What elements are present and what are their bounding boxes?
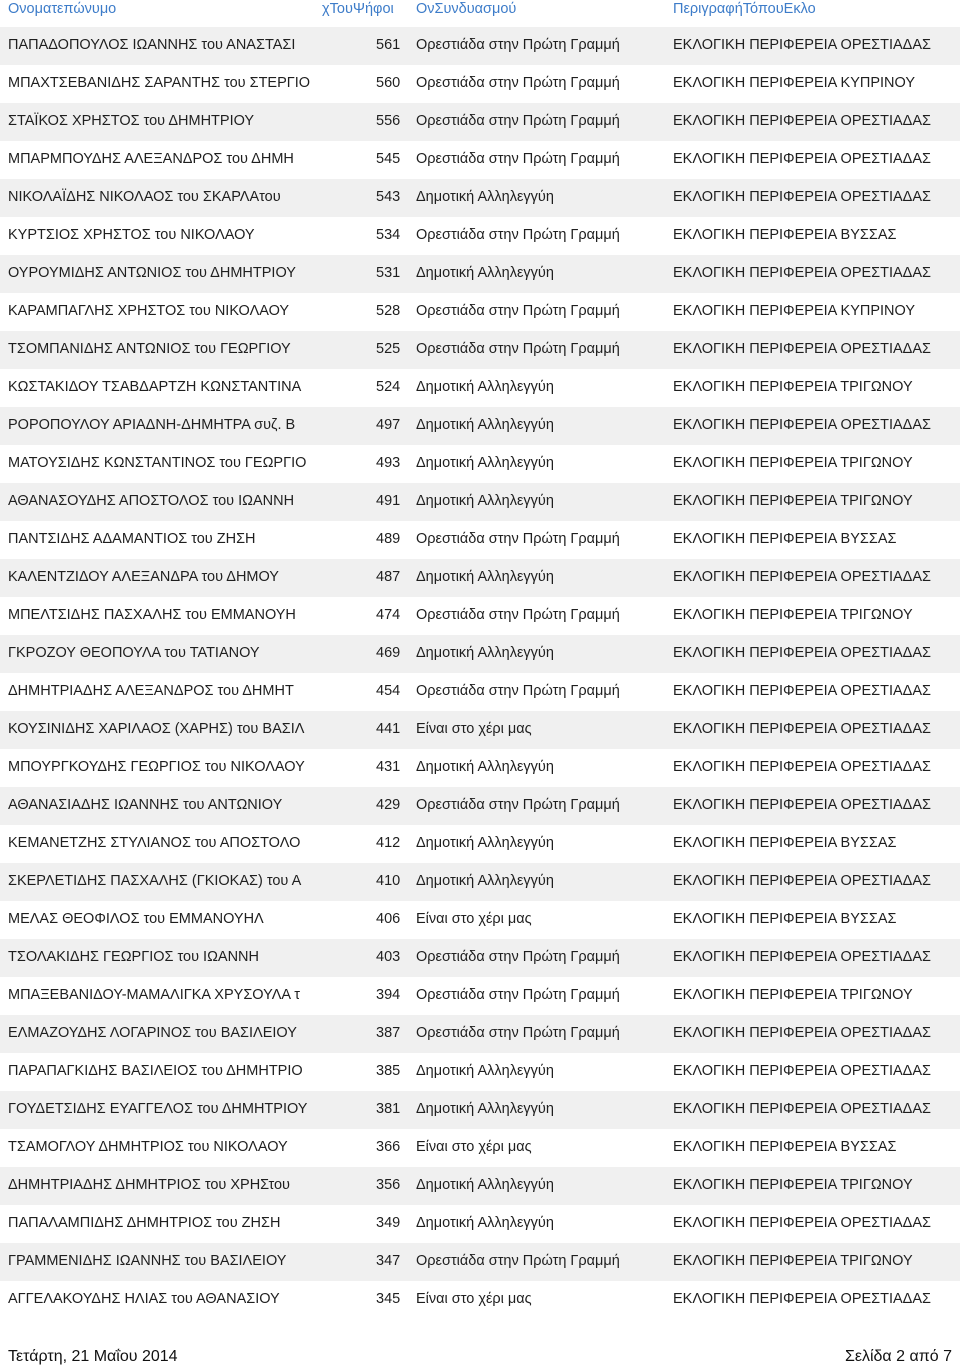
table-row bbox=[0, 711, 960, 749]
vote-count: 489 bbox=[376, 531, 401, 547]
candidate-name: ΚΩΣΤΑΚΙΔΟΥ ΤΣΑΒΔΑΡΤΖΗ ΚΩΝΣΤΑΝΤΙΝΑ bbox=[8, 379, 302, 395]
footer-date: Τετάρτη, 21 Μαΐου 2014 bbox=[8, 1348, 178, 1365]
candidate-name: ΠΑΡΑΠΑΓΚΙΔΗΣ ΒΑΣΙΛΕΙΟΣ του ΔΗΜΗΤΡΙΟ bbox=[8, 1063, 303, 1079]
electoral-district: ΕΚΛΟΓΙΚΗ ΠΕΡΙΦΕΡΕΙΑ ΟΡΕΣΤΙΑΔΑΣ bbox=[673, 721, 932, 737]
header-name: Ονοματεπώνυμο bbox=[8, 1, 117, 17]
electoral-district: ΕΚΛΟΓΙΚΗ ΠΕΡΙΦΕΡΕΙΑ ΟΡΕΣΤΙΑΔΑΣ bbox=[673, 1025, 932, 1041]
candidate-name: ΚΕΜΑΝΕΤΖΗΣ ΣΤΥΛΙΑΝΟΣ του ΑΠΟΣΤΟΛΟ bbox=[8, 835, 301, 851]
combination-name: Ορεστιάδα στην Πρώτη Γραμμή bbox=[416, 37, 620, 53]
vote-count: 410 bbox=[376, 873, 401, 889]
electoral-district: ΕΚΛΟΓΙΚΗ ΠΕΡΙΦΕΡΕΙΑ ΟΡΕΣΤΙΑΔΑΣ bbox=[673, 759, 932, 775]
table-row bbox=[0, 179, 960, 217]
vote-count: 403 bbox=[376, 949, 401, 965]
combination-name: Ορεστιάδα στην Πρώτη Γραμμή bbox=[416, 75, 620, 91]
combination-name: Δημοτική Αλληλεγγύη bbox=[416, 1215, 554, 1231]
combination-name: Ορεστιάδα στην Πρώτη Γραμμή bbox=[416, 113, 620, 129]
candidate-name: ΑΘΑΝΑΣΟΥΔΗΣ ΑΠΟΣΤΟΛΟΣ του ΙΩΑΝΝΗ bbox=[8, 493, 295, 509]
combination-name: Ορεστιάδα στην Πρώτη Γραμμή bbox=[416, 341, 620, 357]
electoral-district: ΕΚΛΟΓΙΚΗ ΠΕΡΙΦΕΡΕΙΑ ΚΥΠΡΙΝΟΥ bbox=[673, 303, 916, 319]
vote-count: 381 bbox=[376, 1101, 401, 1117]
vote-count: 366 bbox=[376, 1139, 401, 1155]
combination-name: Είναι στο χέρι μας bbox=[416, 911, 532, 927]
vote-count: 406 bbox=[376, 911, 401, 927]
vote-count: 412 bbox=[376, 835, 401, 851]
candidate-name: ΣΤΑΪΚΟΣ ΧΡΗΣΤΟΣ του ΔΗΜΗΤΡΙΟΥ bbox=[8, 113, 255, 129]
combination-name: Ορεστιάδα στην Πρώτη Γραμμή bbox=[416, 303, 620, 319]
vote-count: 491 bbox=[376, 493, 401, 509]
electoral-district: ΕΚΛΟΓΙΚΗ ΠΕΡΙΦΕΡΕΙΑ ΟΡΕΣΤΙΑΔΑΣ bbox=[673, 341, 932, 357]
combination-name: Ορεστιάδα στην Πρώτη Γραμμή bbox=[416, 607, 620, 623]
table-row bbox=[0, 103, 960, 141]
electoral-district: ΕΚΛΟΓΙΚΗ ΠΕΡΙΦΕΡΕΙΑ ΟΡΕΣΤΙΑΔΑΣ bbox=[673, 417, 932, 433]
footer-page-number: Σελίδα 2 από 7 bbox=[844, 1348, 952, 1365]
header-combination: ΟνΣυνδυασμού bbox=[416, 1, 517, 17]
candidate-name: ΤΣΑΜΟΓΛΟΥ ΔΗΜΗΤΡΙΟΣ του ΝΙΚΟΛΑΟΥ bbox=[8, 1139, 288, 1155]
candidate-name: ΓΡΑΜΜΕΝΙΔΗΣ ΙΩΑΝΝΗΣ του ΒΑΣΙΛΕΙΟΥ bbox=[8, 1253, 287, 1269]
electoral-district: ΕΚΛΟΓΙΚΗ ΠΕΡΙΦΕΡΕΙΑ ΤΡΙΓΩΝΟΥ bbox=[673, 1253, 913, 1269]
candidate-name: ΜΕΛΑΣ ΘΕΟΦΙΛΟΣ του ΕΜΜΑΝΟΥΗΛ bbox=[8, 911, 264, 927]
vote-count: 545 bbox=[376, 151, 401, 167]
table-row bbox=[0, 521, 960, 559]
combination-name: Δημοτική Αλληλεγγύη bbox=[416, 873, 554, 889]
vote-count: 441 bbox=[376, 721, 401, 737]
combination-name: Ορεστιάδα στην Πρώτη Γραμμή bbox=[416, 227, 620, 243]
candidate-name: ΜΠΑΧΤΣΕΒΑΝΙΔΗΣ ΣΑΡΑΝΤΗΣ του ΣΤΕΡΓΙΟ bbox=[8, 75, 311, 91]
electoral-district: ΕΚΛΟΓΙΚΗ ΠΕΡΙΦΕΡΕΙΑ ΤΡΙΓΩΝΟΥ bbox=[673, 493, 913, 509]
combination-name: Δημοτική Αλληλεγγύη bbox=[416, 417, 554, 433]
combination-name: Δημοτική Αλληλεγγύη bbox=[416, 645, 554, 661]
electoral-district: ΕΚΛΟΓΙΚΗ ΠΕΡΙΦΕΡΕΙΑ ΤΡΙΓΩΝΟΥ bbox=[673, 379, 913, 395]
table-row bbox=[0, 635, 960, 673]
electoral-district: ΕΚΛΟΓΙΚΗ ΠΕΡΙΦΕΡΕΙΑ ΒΥΣΣΑΣ bbox=[673, 835, 897, 851]
vote-count: 349 bbox=[376, 1215, 401, 1231]
vote-count: 493 bbox=[376, 455, 401, 471]
table-row bbox=[0, 1167, 960, 1205]
table-row bbox=[0, 787, 960, 825]
table-row bbox=[0, 1053, 960, 1091]
vote-count: 385 bbox=[376, 1063, 401, 1079]
table-row bbox=[0, 1091, 960, 1129]
table-row bbox=[0, 559, 960, 597]
page-footer bbox=[0, 1346, 960, 1368]
combination-name: Ορεστιάδα στην Πρώτη Γραμμή bbox=[416, 987, 620, 1003]
combination-name: Δημοτική Αλληλεγγύη bbox=[416, 1101, 554, 1117]
candidate-name: ΜΠΑΡΜΠΟΥΔΗΣ ΑΛΕΞΑΝΔΡΟΣ του ΔΗΜΗ bbox=[8, 151, 294, 167]
electoral-district: ΕΚΛΟΓΙΚΗ ΠΕΡΙΦΕΡΕΙΑ ΒΥΣΣΑΣ bbox=[673, 1139, 897, 1155]
table-row bbox=[0, 141, 960, 179]
combination-name: Δημοτική Αλληλεγγύη bbox=[416, 455, 554, 471]
table-row bbox=[0, 749, 960, 787]
table-row bbox=[0, 293, 960, 331]
table-row bbox=[0, 939, 960, 977]
electoral-district: ΕΚΛΟΓΙΚΗ ΠΕΡΙΦΕΡΕΙΑ ΟΡΕΣΤΙΑΔΑΣ bbox=[673, 113, 932, 129]
table-row bbox=[0, 407, 960, 445]
electoral-district: ΕΚΛΟΓΙΚΗ ΠΕΡΙΦΕΡΕΙΑ ΟΡΕΣΤΙΑΔΑΣ bbox=[673, 189, 932, 205]
table-row bbox=[0, 825, 960, 863]
combination-name: Δημοτική Αλληλεγγύη bbox=[416, 379, 554, 395]
combination-name: Δημοτική Αλληλεγγύη bbox=[416, 1177, 554, 1193]
combination-name: Ορεστιάδα στην Πρώτη Γραμμή bbox=[416, 949, 620, 965]
table-row bbox=[0, 1205, 960, 1243]
electoral-district: ΕΚΛΟΓΙΚΗ ΠΕΡΙΦΕΡΕΙΑ ΟΡΕΣΤΙΑΔΑΣ bbox=[673, 151, 932, 167]
combination-name: Είναι στο χέρι μας bbox=[416, 1291, 532, 1307]
table-row bbox=[0, 369, 960, 407]
candidate-name: ΕΛΜΑΖΟΥΔΗΣ ΛΟΓΑΡΙΝΟΣ του ΒΑΣΙΛΕΙΟΥ bbox=[8, 1025, 297, 1041]
vote-count: 497 bbox=[376, 417, 401, 433]
combination-name: Ορεστιάδα στην Πρώτη Γραμμή bbox=[416, 1025, 620, 1041]
table-row bbox=[0, 901, 960, 939]
table-row bbox=[0, 445, 960, 483]
electoral-district: ΕΚΛΟΓΙΚΗ ΠΕΡΙΦΕΡΕΙΑ ΒΥΣΣΑΣ bbox=[673, 531, 897, 547]
electoral-district: ΕΚΛΟΓΙΚΗ ΠΕΡΙΦΕΡΕΙΑ ΟΡΕΣΤΙΑΔΑΣ bbox=[673, 797, 932, 813]
table-row bbox=[0, 331, 960, 369]
combination-name: Δημοτική Αλληλεγγύη bbox=[416, 189, 554, 205]
electoral-district: ΕΚΛΟΓΙΚΗ ΠΕΡΙΦΕΡΕΙΑ ΟΡΕΣΤΙΑΔΑΣ bbox=[673, 873, 932, 889]
vote-count: 347 bbox=[376, 1253, 401, 1269]
electoral-district: ΕΚΛΟΓΙΚΗ ΠΕΡΙΦΕΡΕΙΑ ΤΡΙΓΩΝΟΥ bbox=[673, 987, 913, 1003]
candidate-name: ΠΑΝΤΣΙΔΗΣ ΑΔΑΜΑΝΤΙΟΣ του ΖΗΣΗ bbox=[8, 531, 256, 547]
vote-count: 534 bbox=[376, 227, 401, 243]
vote-count: 345 bbox=[376, 1291, 401, 1307]
electoral-district: ΕΚΛΟΓΙΚΗ ΠΕΡΙΦΕΡΕΙΑ ΟΡΕΣΤΙΑΔΑΣ bbox=[673, 949, 932, 965]
vote-count: 528 bbox=[376, 303, 401, 319]
header-votes: χΤουΨήφοι bbox=[322, 1, 394, 17]
combination-name: Δημοτική Αλληλεγγύη bbox=[416, 493, 554, 509]
candidate-name: ΡΟΡΟΠΟΥΛΟΥ ΑΡΙΑΔΝΗ-ΔΗΜΗΤΡΑ συζ. Β bbox=[8, 417, 296, 433]
combination-name: Δημοτική Αλληλεγγύη bbox=[416, 759, 554, 775]
candidate-name: ΜΑΤΟΥΣΙΔΗΣ ΚΩΝΣΤΑΝΤΙΝΟΣ του ΓΕΩΡΓΙΟ bbox=[8, 455, 307, 471]
vote-count: 531 bbox=[376, 265, 401, 281]
vote-count: 474 bbox=[376, 607, 401, 623]
table-row bbox=[0, 27, 960, 65]
candidate-name: ΜΠΟΥΡΓΚΟΥΔΗΣ ΓΕΩΡΓΙΟΣ του ΝΙΚΟΛΑΟΥ bbox=[8, 759, 305, 775]
table-row bbox=[0, 863, 960, 901]
results-table bbox=[0, 27, 960, 1319]
candidate-name: ΟΥΡΟΥΜΙΔΗΣ ΑΝΤΩΝΙΟΣ του ΔΗΜΗΤΡΙΟΥ bbox=[8, 265, 296, 281]
candidate-name: ΤΣΟΛΑΚΙΔΗΣ ΓΕΩΡΓΙΟΣ του ΙΩΑΝΝΗ bbox=[8, 949, 259, 965]
electoral-district: ΕΚΛΟΓΙΚΗ ΠΕΡΙΦΕΡΕΙΑ ΟΡΕΣΤΙΑΔΑΣ bbox=[673, 1063, 932, 1079]
table-row bbox=[0, 255, 960, 293]
candidate-name: ΑΘΑΝΑΣΙΑΔΗΣ ΙΩΑΝΝΗΣ του ΑΝΤΩΝΙΟΥ bbox=[8, 797, 283, 813]
electoral-district: ΕΚΛΟΓΙΚΗ ΠΕΡΙΦΕΡΕΙΑ ΟΡΕΣΤΙΑΔΑΣ bbox=[673, 37, 932, 53]
table-row bbox=[0, 217, 960, 255]
electoral-district: ΕΚΛΟΓΙΚΗ ΠΕΡΙΦΕΡΕΙΑ ΟΡΕΣΤΙΑΔΑΣ bbox=[673, 645, 932, 661]
combination-name: Ορεστιάδα στην Πρώτη Γραμμή bbox=[416, 151, 620, 167]
electoral-district: ΕΚΛΟΓΙΚΗ ΠΕΡΙΦΕΡΕΙΑ ΒΥΣΣΑΣ bbox=[673, 911, 897, 927]
vote-count: 429 bbox=[376, 797, 401, 813]
vote-count: 525 bbox=[376, 341, 401, 357]
candidate-name: ΝΙΚΟΛΑΪΔΗΣ ΝΙΚΟΛΑΟΣ του ΣΚΑΡΛΑτου bbox=[8, 189, 281, 205]
combination-name: Ορεστιάδα στην Πρώτη Γραμμή bbox=[416, 531, 620, 547]
electoral-district: ΕΚΛΟΓΙΚΗ ΠΕΡΙΦΕΡΕΙΑ ΤΡΙΓΩΝΟΥ bbox=[673, 1177, 913, 1193]
vote-count: 394 bbox=[376, 987, 401, 1003]
table-row bbox=[0, 673, 960, 711]
combination-name: Είναι στο χέρι μας bbox=[416, 721, 532, 737]
combination-name: Δημοτική Αλληλεγγύη bbox=[416, 835, 554, 851]
candidate-name: ΜΠΑΞΕΒΑΝΙΔΟΥ-ΜΑΜΑΛΙΓΚΑ ΧΡΥΣΟΥΛΑ τ bbox=[8, 987, 301, 1003]
table-row bbox=[0, 1281, 960, 1319]
vote-count: 356 bbox=[376, 1177, 401, 1193]
electoral-district: ΕΚΛΟΓΙΚΗ ΠΕΡΙΦΕΡΕΙΑ ΟΡΕΣΤΙΑΔΑΣ bbox=[673, 1215, 932, 1231]
electoral-district: ΕΚΛΟΓΙΚΗ ΠΕΡΙΦΕΡΕΙΑ ΚΥΠΡΙΝΟΥ bbox=[673, 75, 916, 91]
electoral-district: ΕΚΛΟΓΙΚΗ ΠΕΡΙΦΕΡΕΙΑ ΤΡΙΓΩΝΟΥ bbox=[673, 455, 913, 471]
vote-count: 561 bbox=[376, 37, 401, 53]
table-row bbox=[0, 1129, 960, 1167]
table-row bbox=[0, 483, 960, 521]
header-place: ΠεριγραφήΤόπουΕκλο bbox=[673, 1, 816, 17]
combination-name: Ορεστιάδα στην Πρώτη Γραμμή bbox=[416, 683, 620, 699]
candidate-name: ΚΟΥΣΙΝΙΔΗΣ ΧΑΡΙΛΑΟΣ (ΧΑΡΗΣ) του ΒΑΣΙΛ bbox=[8, 721, 305, 737]
vote-count: 556 bbox=[376, 113, 401, 129]
table-row bbox=[0, 65, 960, 103]
table-row bbox=[0, 1243, 960, 1281]
vote-count: 454 bbox=[376, 683, 401, 699]
candidate-name: ΚΑΡΑΜΠΑΓΛΗΣ ΧΡΗΣΤΟΣ του ΝΙΚΟΛΑΟΥ bbox=[8, 303, 290, 319]
combination-name: Δημοτική Αλληλεγγύη bbox=[416, 265, 554, 281]
candidate-name: ΓΟΥΔΕΤΣΙΔΗΣ ΕΥΑΓΓΕΛΟΣ του ΔΗΜΗΤΡΙΟΥ bbox=[8, 1101, 308, 1117]
vote-count: 560 bbox=[376, 75, 401, 91]
electoral-district: ΕΚΛΟΓΙΚΗ ΠΕΡΙΦΕΡΕΙΑ ΟΡΕΣΤΙΑΔΑΣ bbox=[673, 1291, 932, 1307]
candidate-name: ΚΥΡΤΣΙΟΣ ΧΡΗΣΤΟΣ του ΝΙΚΟΛΑΟΥ bbox=[8, 227, 255, 243]
combination-name: Δημοτική Αλληλεγγύη bbox=[416, 1063, 554, 1079]
electoral-district: ΕΚΛΟΓΙΚΗ ΠΕΡΙΦΕΡΕΙΑ ΟΡΕΣΤΙΑΔΑΣ bbox=[673, 265, 932, 281]
electoral-district: ΕΚΛΟΓΙΚΗ ΠΕΡΙΦΕΡΕΙΑ ΟΡΕΣΤΙΑΔΑΣ bbox=[673, 1101, 932, 1117]
table-header bbox=[0, 0, 960, 22]
combination-name: Δημοτική Αλληλεγγύη bbox=[416, 569, 554, 585]
table-row bbox=[0, 977, 960, 1015]
candidate-name: ΔΗΜΗΤΡΙΑΔΗΣ ΔΗΜΗΤΡΙΟΣ του ΧΡΗΣτου bbox=[8, 1177, 290, 1193]
combination-name: Ορεστιάδα στην Πρώτη Γραμμή bbox=[416, 797, 620, 813]
vote-count: 387 bbox=[376, 1025, 401, 1041]
vote-count: 431 bbox=[376, 759, 401, 775]
candidate-name: ΠΑΠΑΔΟΠΟΥΛΟΣ ΙΩΑΝΝΗΣ του ΑΝΑΣΤΑΣΙ bbox=[8, 37, 296, 53]
electoral-district: ΕΚΛΟΓΙΚΗ ΠΕΡΙΦΕΡΕΙΑ ΒΥΣΣΑΣ bbox=[673, 227, 897, 243]
candidate-name: ΑΓΓΕΛΑΚΟΥΔΗΣ ΗΛΙΑΣ του ΑΘΑΝΑΣΙΟΥ bbox=[8, 1291, 280, 1307]
candidate-name: ΔΗΜΗΤΡΙΑΔΗΣ ΑΛΕΞΑΝΔΡΟΣ του ΔΗΜΗΤ bbox=[8, 683, 294, 699]
candidate-name: ΓΚΡΟΖΟΥ ΘΕΟΠΟΥΛΑ του ΤΑΤΙΑΝΟΥ bbox=[8, 645, 260, 661]
combination-name: Ορεστιάδα στην Πρώτη Γραμμή bbox=[416, 1253, 620, 1269]
vote-count: 524 bbox=[376, 379, 401, 395]
candidate-name: ΠΑΠΑΛΑΜΠΙΔΗΣ ΔΗΜΗΤΡΙΟΣ του ΖΗΣΗ bbox=[8, 1215, 281, 1231]
table-row bbox=[0, 597, 960, 635]
vote-count: 487 bbox=[376, 569, 401, 585]
table-row bbox=[0, 1015, 960, 1053]
candidate-name: ΚΑΛΕΝΤΖΙΔΟΥ ΑΛΕΞΑΝΔΡΑ του ΔΗΜΟΥ bbox=[8, 569, 279, 585]
electoral-district: ΕΚΛΟΓΙΚΗ ΠΕΡΙΦΕΡΕΙΑ ΤΡΙΓΩΝΟΥ bbox=[673, 607, 913, 623]
vote-count: 469 bbox=[376, 645, 401, 661]
candidate-name: ΜΠΕΛΤΣΙΔΗΣ ΠΑΣΧΑΛΗΣ του ΕΜΜΑΝΟΥΗ bbox=[8, 607, 296, 623]
candidate-name: ΣΚΕΡΛΕΤΙΔΗΣ ΠΑΣΧΑΛΗΣ (ΓΚΙΟΚΑΣ) του Α bbox=[8, 873, 302, 889]
electoral-district: ΕΚΛΟΓΙΚΗ ΠΕΡΙΦΕΡΕΙΑ ΟΡΕΣΤΙΑΔΑΣ bbox=[673, 683, 932, 699]
electoral-district: ΕΚΛΟΓΙΚΗ ΠΕΡΙΦΕΡΕΙΑ ΟΡΕΣΤΙΑΔΑΣ bbox=[673, 569, 932, 585]
vote-count: 543 bbox=[376, 189, 401, 205]
candidate-name: ΤΣΟΜΠΑΝΙΔΗΣ ΑΝΤΩΝΙΟΣ του ΓΕΩΡΓΙΟΥ bbox=[8, 341, 291, 357]
combination-name: Είναι στο χέρι μας bbox=[416, 1139, 532, 1155]
